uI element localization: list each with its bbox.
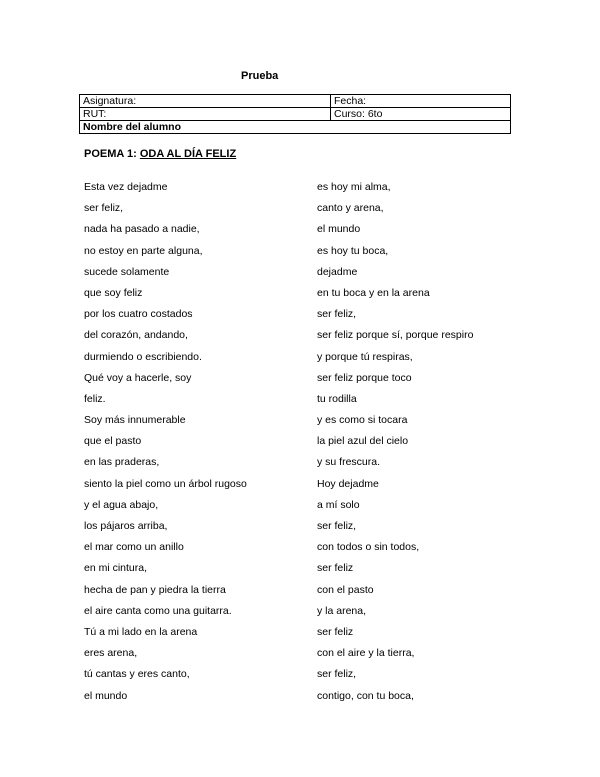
- poem-line: siento la piel como un árbol rugoso: [84, 477, 247, 490]
- poem-right-column: [317, 180, 473, 710]
- poem-line: tú cantas y eres canto,: [84, 668, 190, 681]
- poem-line: tu rodilla: [317, 392, 357, 405]
- page-title: Prueba: [241, 70, 279, 82]
- poem-line: eres arena,: [84, 647, 138, 660]
- poem-line: contigo, con tu boca,: [317, 689, 414, 702]
- poem-line: ser feliz,: [317, 668, 357, 681]
- poem-line: es hoy tu boca,: [317, 244, 389, 257]
- curso-cell: Curso: 6to: [331, 108, 511, 121]
- poem-line: el aire canta como una guitarra.: [84, 604, 232, 617]
- poem-line: en mi cintura,: [84, 562, 148, 575]
- poem-line: a mí solo: [317, 498, 360, 511]
- poem-line: ser feliz,: [317, 308, 357, 321]
- poem-line: dejadme: [317, 265, 358, 278]
- poem-line: ser feliz: [317, 562, 354, 575]
- poem-line: Soy más innumerable: [84, 414, 186, 427]
- asignatura-cell: Asignatura:: [80, 95, 331, 108]
- poem-line: en las praderas,: [84, 456, 160, 469]
- poem-line: es hoy mi alma,: [317, 181, 391, 193]
- poem-line: ser feliz,: [84, 202, 124, 215]
- student-info-table: [79, 94, 511, 134]
- poem-line: Hoy dejadme: [317, 477, 379, 490]
- poem-line: feliz.: [84, 392, 106, 405]
- poem-line: del corazón, andando,: [84, 329, 188, 342]
- rut-cell: RUT:: [80, 108, 331, 121]
- poem-title: ODA AL DÍA FELIZ: [139, 148, 237, 160]
- poem-line: y el agua abajo,: [84, 498, 159, 511]
- poem-line: con todos o sin todos,: [317, 541, 420, 554]
- poem-line: y su frescura.: [317, 456, 381, 469]
- table-row: [80, 108, 511, 121]
- poem-line: por los cuatro costados: [84, 308, 193, 321]
- poem-line: ser feliz porque sí, porque respiro: [317, 329, 474, 342]
- poem-left-column: [84, 180, 247, 710]
- poem-line: canto y arena,: [317, 202, 384, 215]
- poem-line: Esta vez dejadme: [84, 181, 168, 193]
- poem-line: nada ha pasado a nadie,: [84, 223, 200, 236]
- nombre-alumno-cell: Nombre del alumno: [80, 121, 511, 134]
- poem-line: el mar como un anillo: [84, 541, 184, 554]
- table-row: [80, 121, 511, 134]
- poem-line: y porque tú respiras,: [317, 350, 413, 363]
- poem-line: hecha de pan y piedra la tierra: [84, 583, 226, 596]
- poem-line: en tu boca y en la arena: [317, 286, 430, 299]
- poem-line: sucede solamente: [84, 265, 170, 278]
- poem-line: y es como si tocara: [317, 414, 408, 427]
- poem-line: no estoy en parte alguna,: [84, 244, 203, 257]
- poem-line: la piel azul del cielo: [317, 435, 409, 448]
- poem-line: que el pasto: [84, 435, 142, 448]
- poem-line: el mundo: [84, 689, 128, 702]
- poem-line: que soy feliz: [84, 286, 143, 299]
- poem-line: ser feliz: [317, 625, 354, 638]
- poem-line: con el pasto: [317, 583, 374, 596]
- fecha-cell: Fecha:: [331, 95, 511, 108]
- poem-line: con el aire y la tierra,: [317, 647, 415, 660]
- poem-line: los pájaros arriba,: [84, 520, 168, 532]
- poem-number: POEMA 1:: [84, 148, 137, 160]
- poem-line: Qué voy a hacerle, soy: [84, 371, 192, 384]
- poem-line: Tú a mi lado en la arena: [84, 625, 198, 638]
- poem-line: ser feliz porque toco: [317, 371, 412, 384]
- poem-heading: [84, 148, 236, 160]
- poem-line: durmiendo o escribiendo.: [84, 350, 202, 363]
- poem-line: y la arena,: [317, 604, 367, 617]
- table-row: [80, 95, 511, 108]
- poem-line: el mundo: [317, 223, 361, 236]
- poem-line: ser feliz,: [317, 520, 357, 532]
